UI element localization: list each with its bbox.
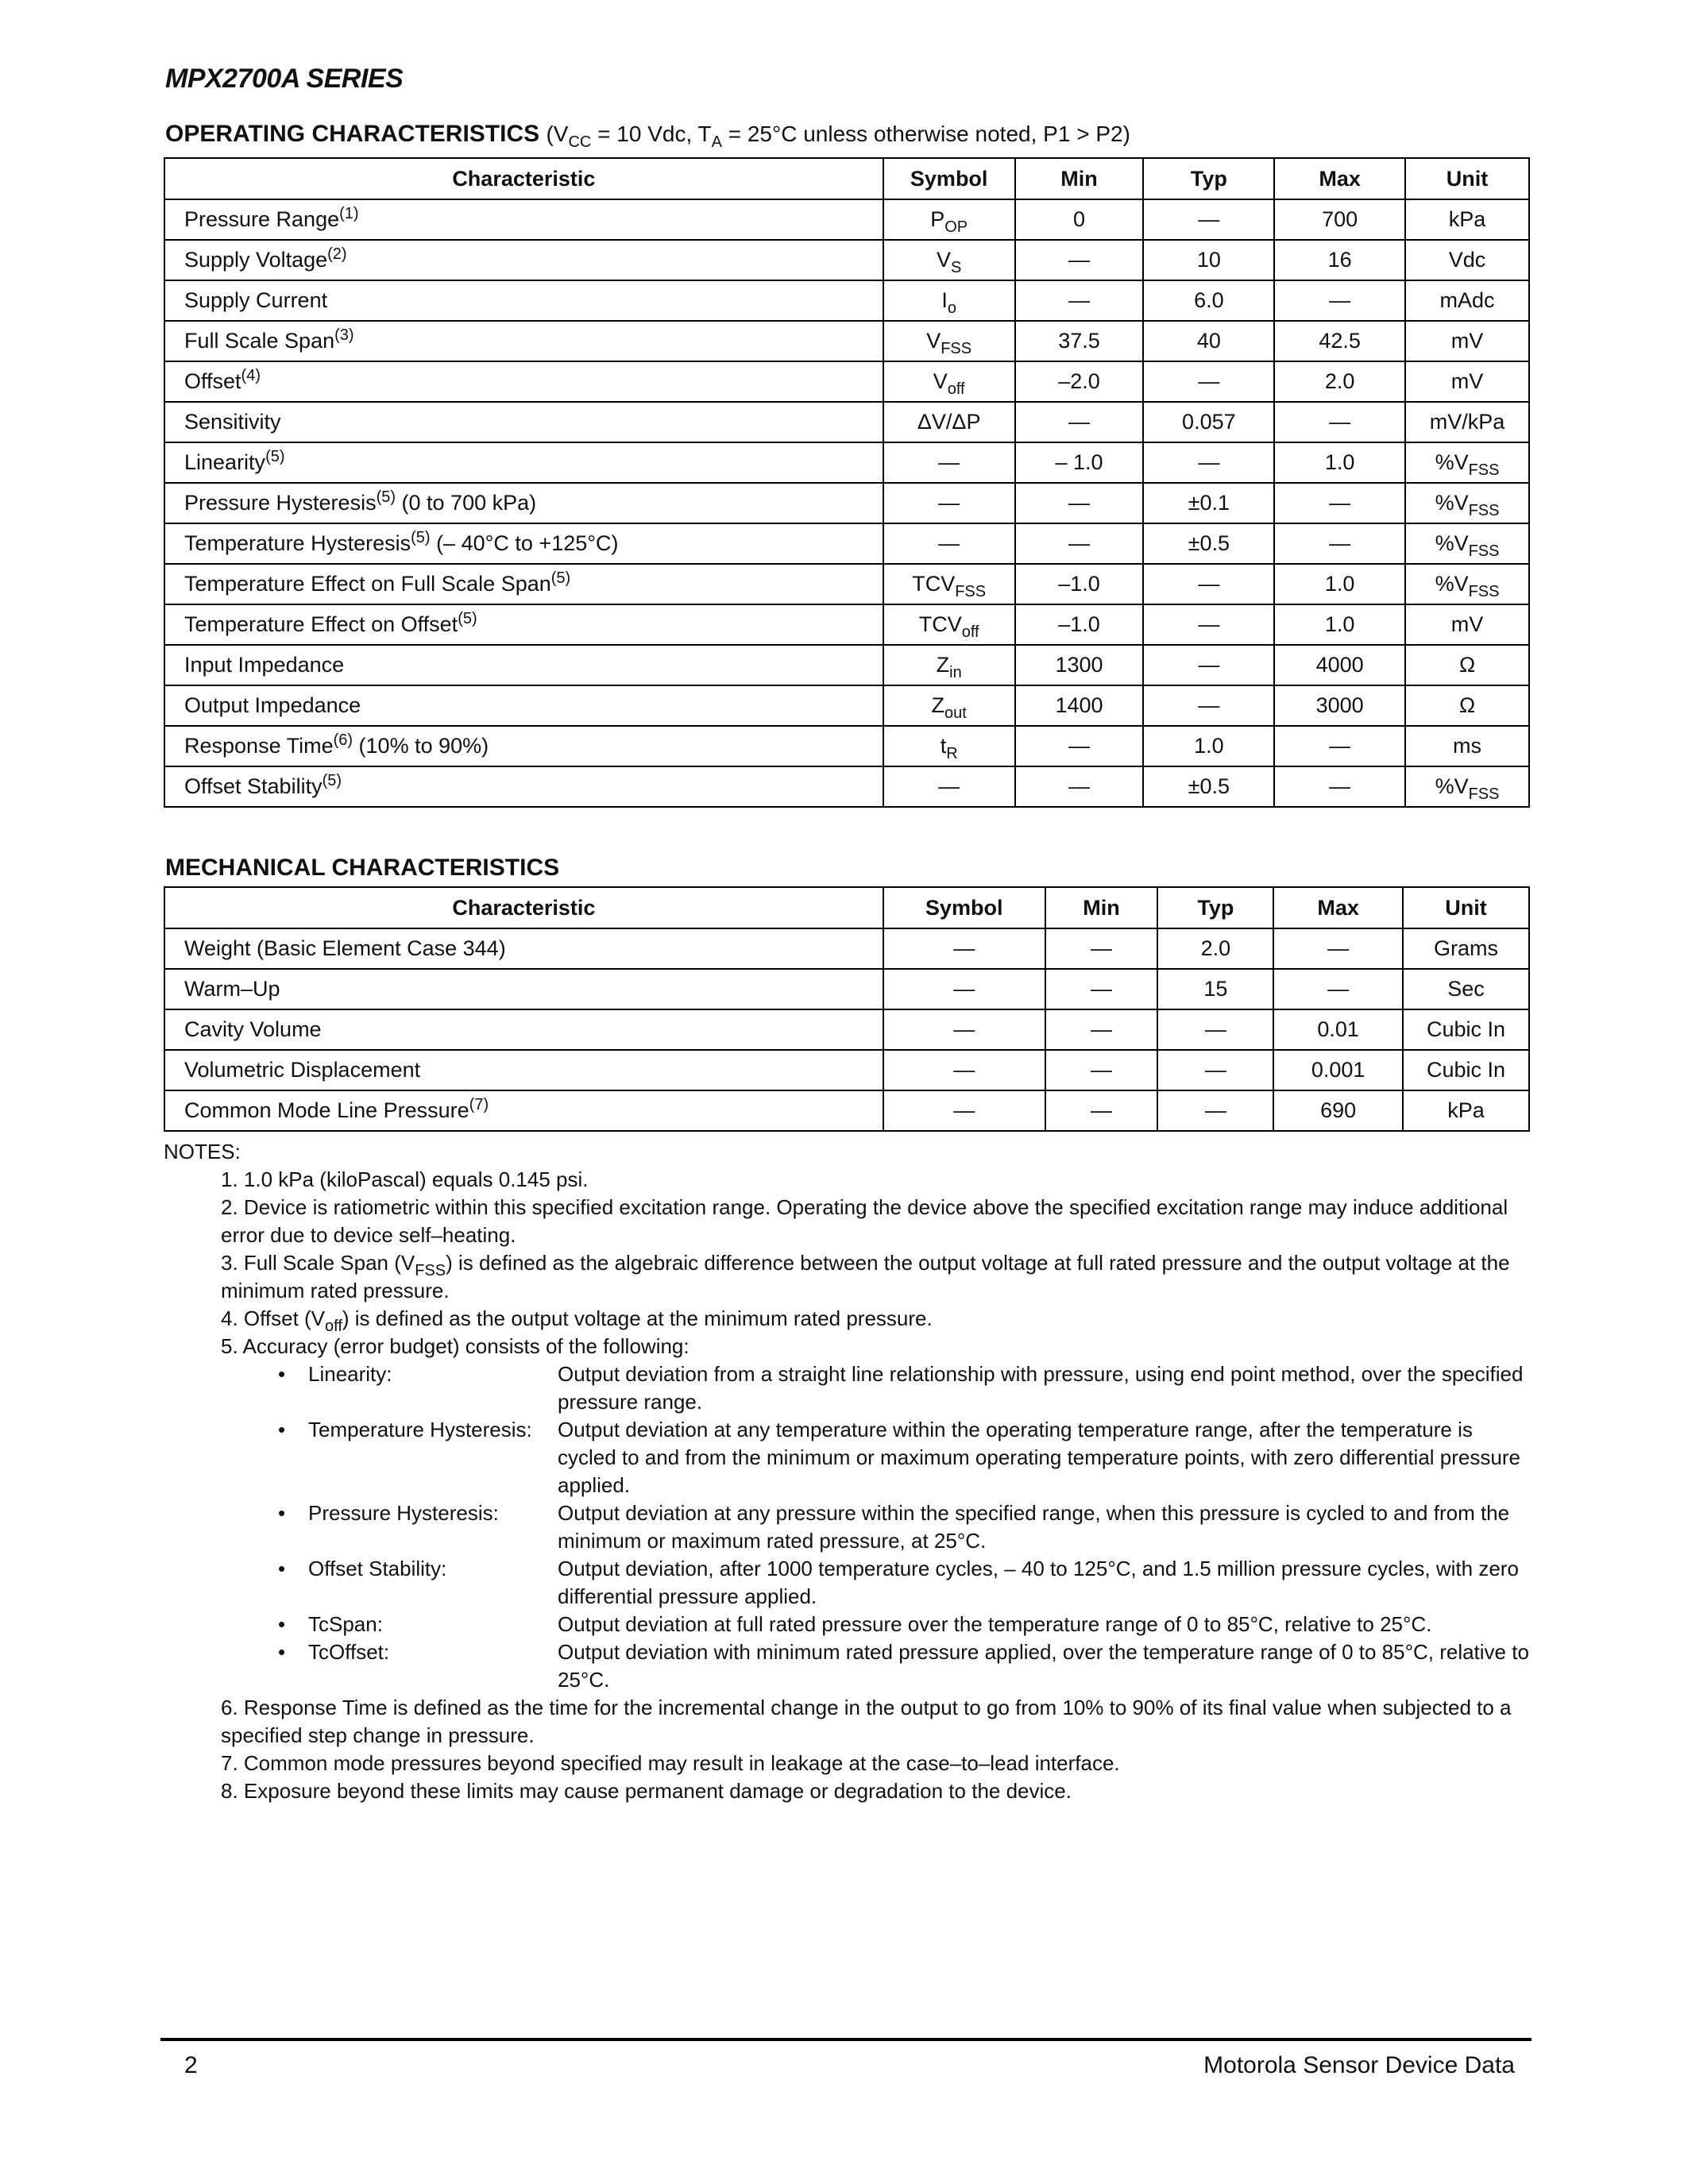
unit-text: ms [1453, 734, 1482, 758]
table-row [164, 523, 1529, 564]
characteristic-cell [164, 685, 883, 726]
unit-text: Ω [1458, 693, 1476, 717]
accuracy-term: Linearity: [308, 1362, 392, 1386]
characteristic-text: Full Scale Span [184, 329, 335, 353]
col-header-characteristic: Characteristic [164, 158, 883, 199]
col-header-min: Min [1015, 158, 1144, 199]
max-cell: — [1274, 280, 1405, 321]
unit-subscript: FSS [1468, 461, 1500, 479]
footnote-ref: (5) [411, 529, 431, 546]
col-header-unit: Unit [1403, 887, 1529, 928]
unit-cell [1405, 685, 1529, 726]
table-header-row [164, 887, 1529, 928]
symbol-text: t [940, 734, 947, 758]
symbol-cell [883, 564, 1015, 604]
characteristic-cell [164, 645, 883, 685]
table-header-row [164, 158, 1529, 199]
characteristic-cell [164, 726, 883, 766]
typ-cell: — [1143, 442, 1274, 483]
symbol-cell [883, 645, 1015, 685]
symbol-cell [883, 483, 1015, 523]
footnote-ref: (4) [241, 367, 261, 384]
symbol-subscript: o [947, 299, 956, 317]
note-5: 5. Accuracy (error budget) consists of the following: • Linearity: Output deviation from a straight line relationship with pressure, using end point method, over the specified pressure range. • Temperature Hysteresis: Output deviation at any temperature within the operating temperature range, after the temperature is cycled to and from the minimum or maximum operating temperature points, with zero differential pressure applied. • Pressure Hysteresis: Output deviation at any pressure within the specified range, when this pressure is cycled to and from the minimum or maximum rated pressure, at 25°C. • Offset Stability: Output deviation, after 1000 temperature cycles, – 40 to 125°C, and 1.5 million pressure cycles, with zero differential pressure applied. • TcSpan: Output deviation at full rated pressure over the temperature range of 0 to 85°C, relative to 25°C. • TcOffset: Output deviation with minimum rated pressure applied, over the temperature range of 0 to 85°C, relative to 25°C. [164, 1333, 1530, 1694]
max-cell: 42.5 [1274, 321, 1405, 361]
min-cell: –1.0 [1015, 564, 1144, 604]
unit-cell [1405, 726, 1529, 766]
min-cell: 1300 [1015, 645, 1144, 685]
characteristic-text: Common Mode Line Pressure [184, 1098, 469, 1122]
typ-cell: 0.057 [1143, 402, 1274, 442]
table-row [164, 928, 1529, 969]
min-cell: — [1015, 240, 1144, 280]
accuracy-term: Temperature Hysteresis: [308, 1418, 532, 1441]
symbol-cell [883, 240, 1015, 280]
footnote-ref: (2) [327, 245, 347, 263]
characteristic-text: Offset Stability [184, 774, 323, 798]
col-header-symbol: Symbol [883, 887, 1045, 928]
unit-cell: kPa [1403, 1090, 1529, 1131]
symbol-cell: — [883, 1050, 1045, 1090]
unit-cell [1405, 240, 1529, 280]
page-number: 2 [184, 2052, 198, 2078]
footnote-ref: (5) [550, 569, 571, 587]
col-header-typ: Typ [1143, 158, 1274, 199]
operating-table-body [164, 199, 1529, 807]
symbol-text: ΔV/ΔP [917, 410, 981, 434]
col-header-unit: Unit [1405, 158, 1529, 199]
table-row [164, 1009, 1529, 1050]
max-cell: 0.001 [1273, 1050, 1403, 1090]
min-cell: — [1015, 402, 1144, 442]
symbol-cell [883, 523, 1015, 564]
symbol-cell: — [883, 928, 1045, 969]
characteristic-condition: (10% to 90%) [353, 734, 489, 758]
max-cell: — [1273, 969, 1403, 1009]
characteristic-cell [164, 928, 883, 969]
symbol-text: V [933, 369, 948, 393]
max-cell: — [1274, 483, 1405, 523]
unit-cell [1405, 402, 1529, 442]
characteristic-cell [164, 1009, 883, 1050]
symbol-subscript: in [949, 664, 962, 681]
symbol-text: Z [936, 653, 950, 677]
characteristic-cell [164, 766, 883, 807]
accuracy-item [221, 1638, 1530, 1694]
characteristic-text: Supply Current [184, 288, 328, 312]
typ-cell: — [1157, 1009, 1273, 1050]
note-6: 6. Response Time is defined as the time for the incremental change in the output to go from 10% to 90% of its final value when subjected to a specified step change in pressure. [221, 1696, 1512, 1747]
characteristic-text: Pressure Hysteresis [184, 491, 377, 515]
accuracy-item [221, 1416, 1530, 1499]
min-cell: – 1.0 [1015, 442, 1144, 483]
max-cell: 4000 [1274, 645, 1405, 685]
symbol-text: TCV [918, 612, 962, 636]
unit-cell [1405, 442, 1529, 483]
unit-cell [1405, 199, 1529, 240]
typ-cell: — [1157, 1050, 1273, 1090]
footnote-ref: (1) [339, 205, 359, 222]
symbol-cell: — [883, 1090, 1045, 1131]
typ-cell: — [1143, 685, 1274, 726]
table-row [164, 402, 1529, 442]
mechanical-table-body [164, 928, 1529, 1131]
symbol-text: — [938, 774, 960, 798]
footnote-ref: (3) [334, 326, 354, 344]
typ-cell: — [1143, 564, 1274, 604]
max-cell: 1.0 [1274, 564, 1405, 604]
table-row [164, 685, 1529, 726]
table-row [164, 240, 1529, 280]
col-header-typ: Typ [1157, 887, 1273, 928]
unit-cell: Sec [1403, 969, 1529, 1009]
accuracy-description: Output deviation with minimum rated pressure applied, over the temperature range of 0 to 85°C, relative to 25°C. [558, 1640, 1529, 1692]
accuracy-item [221, 1360, 1530, 1416]
operating-characteristics-title [165, 121, 1130, 151]
unit-subscript: FSS [1468, 583, 1500, 600]
symbol-cell [883, 685, 1015, 726]
operating-conditions: ($V_{CC} = 10$ Vdc, $T_A = 25^\circ C$ unless otherwise noted, P1 > P2) [546, 122, 1130, 151]
table-row [164, 604, 1529, 645]
max-cell: — [1274, 402, 1405, 442]
characteristic-cell [164, 604, 883, 645]
notes-list [164, 1166, 1530, 1805]
unit-subscript: FSS [1468, 502, 1500, 519]
max-cell: 0.01 [1273, 1009, 1403, 1050]
accuracy-term: Offset Stability: [308, 1557, 447, 1580]
unit-cell: Cubic In [1403, 1009, 1529, 1050]
max-cell: 1.0 [1274, 604, 1405, 645]
symbol-text: — [938, 450, 960, 474]
symbol-cell [883, 321, 1015, 361]
unit-text: %V [1435, 531, 1469, 555]
footnote-ref: (5) [376, 488, 396, 506]
max-cell: — [1274, 726, 1405, 766]
characteristic-text: Response Time [184, 734, 334, 758]
table-row [164, 442, 1529, 483]
symbol-text: — [938, 491, 960, 515]
table-row [164, 361, 1529, 402]
unit-subscript: FSS [1468, 542, 1500, 560]
unit-cell [1405, 523, 1529, 564]
characteristic-cell [164, 361, 883, 402]
unit-text: mV [1450, 329, 1484, 353]
typ-cell: 15 [1157, 969, 1273, 1009]
bullet: • [278, 1557, 286, 1580]
unit-subscript: FSS [1468, 785, 1500, 803]
symbol-cell: — [883, 969, 1045, 1009]
typ-cell: — [1143, 361, 1274, 402]
unit-text: Vdc [1448, 248, 1486, 272]
min-cell: 37.5 [1015, 321, 1144, 361]
characteristic-text: Input Impedance [184, 653, 345, 677]
typ-cell: 10 [1143, 240, 1274, 280]
characteristic-text: Weight (Basic Element Case 344) [184, 936, 506, 960]
characteristic-cell [164, 564, 883, 604]
min-cell: — [1015, 766, 1144, 807]
accuracy-item [221, 1499, 1530, 1555]
note-8: 8. Exposure beyond these limits may cause permanent damage or degradation to the device. [221, 1779, 1072, 1803]
symbol-subscript: off [961, 623, 979, 641]
typ-cell: 40 [1143, 321, 1274, 361]
unit-cell [1405, 564, 1529, 604]
unit-cell [1405, 321, 1529, 361]
symbol-cell [883, 766, 1015, 807]
max-cell: 3000 [1274, 685, 1405, 726]
symbol-text: Z [931, 693, 945, 717]
bullet: • [278, 1640, 286, 1664]
note-3: 3. Full Scale Span $(V_{FSS})$ is defined as the algebraic difference between the output voltage at full rated pressure and the output voltage at the minimum rated pressure. [221, 1251, 1510, 1302]
min-cell: — [1015, 280, 1144, 321]
accuracy-list [221, 1360, 1530, 1694]
unit-cell [1405, 766, 1529, 807]
accuracy-description: Output deviation from a straight line relationship with pressure, using end point method, over the specified pressure range. [558, 1362, 1524, 1414]
characteristic-text: Supply Voltage [184, 248, 328, 272]
max-cell: — [1274, 523, 1405, 564]
notes-heading: NOTES: [164, 1140, 241, 1163]
accuracy-description: Output deviation at any temperature within the operating temperature range, after the temperature is cycled to and from the minimum or maximum operating temperature points, with zero differential pressure applied. [558, 1418, 1520, 1497]
typ-cell: 2.0 [1157, 928, 1273, 969]
max-cell: 690 [1273, 1090, 1403, 1131]
characteristic-cell [164, 1090, 883, 1131]
symbol-cell [883, 361, 1015, 402]
characteristic-cell [164, 402, 883, 442]
footer-rule [160, 2038, 1532, 2041]
table-row [164, 280, 1529, 321]
unit-cell: Grams [1403, 928, 1529, 969]
min-cell: — [1015, 483, 1144, 523]
min-cell: 0 [1015, 199, 1144, 240]
characteristic-text: Sensitivity [184, 410, 281, 434]
symbol-text: V [926, 329, 941, 353]
accuracy-item [221, 1611, 1530, 1638]
table-row [164, 483, 1529, 523]
symbol-text: TCV [912, 572, 956, 596]
unit-text: kPa [1448, 207, 1486, 231]
characteristic-condition: (– 40°C to +125°C) [430, 531, 619, 555]
symbol-cell: — [883, 1009, 1045, 1050]
max-cell: 700 [1274, 199, 1405, 240]
bullet: • [278, 1612, 286, 1636]
notes-section [164, 1138, 1530, 1805]
typ-cell: — [1157, 1090, 1273, 1131]
typ-cell: ±0.1 [1143, 483, 1274, 523]
symbol-subscript: OP [944, 218, 968, 236]
max-cell: 1.0 [1274, 442, 1405, 483]
table-row [164, 1090, 1529, 1131]
min-cell: — [1045, 1090, 1158, 1131]
note-7: 7. Common mode pressures beyond specified may result in leakage at the case–to–lead interface. [221, 1751, 1120, 1775]
typ-cell: — [1143, 604, 1274, 645]
symbol-subscript: R [946, 745, 958, 762]
characteristic-text: Pressure Range [184, 207, 340, 231]
footnote-ref: (5) [265, 448, 285, 465]
symbol-subscript: FSS [941, 340, 972, 357]
symbol-subscript: FSS [955, 583, 987, 600]
col-header-characteristic: Characteristic [164, 887, 883, 928]
bullet: • [278, 1418, 286, 1441]
table-row [164, 199, 1529, 240]
min-cell: — [1045, 1050, 1158, 1090]
characteristic-text: Temperature Hysteresis [184, 531, 411, 555]
characteristic-cell [164, 483, 883, 523]
symbol-subscript: S [951, 259, 962, 276]
unit-text: mV [1450, 369, 1484, 393]
min-cell: — [1015, 523, 1144, 564]
bullet: • [278, 1501, 286, 1525]
min-cell: 1400 [1015, 685, 1144, 726]
note-1: 1. 1.0 kPa (kiloPascal) equals 0.145 psi. [221, 1167, 589, 1191]
min-cell: — [1045, 969, 1158, 1009]
characteristic-condition: (0 to 700 kPa) [396, 491, 537, 515]
symbol-cell [883, 280, 1015, 321]
note-2: 2. Device is ratiometric within this specified excitation range. Operating the device above the specified excitation range may induce additional error due to device self–heating. [221, 1195, 1508, 1247]
accuracy-term: TcSpan: [308, 1612, 383, 1636]
operating-title-text: OPERATING CHARACTERISTICS [165, 121, 540, 147]
unit-cell: Cubic In [1403, 1050, 1529, 1090]
unit-text: Ω [1458, 653, 1476, 677]
col-header-symbol: Symbol [883, 158, 1015, 199]
unit-text: mV [1450, 612, 1484, 636]
characteristic-text: Temperature Effect on Full Scale Span [184, 572, 551, 596]
characteristic-cell [164, 199, 883, 240]
characteristic-text: Offset [184, 369, 241, 393]
mechanical-characteristics-table [164, 886, 1530, 1132]
characteristic-cell [164, 280, 883, 321]
accuracy-description: Output deviation at any pressure within the specified range, when this pressure is cycled to and from the minimum or maximum rated pressure, at 25°C. [558, 1501, 1510, 1553]
unit-cell [1405, 280, 1529, 321]
publication-name: Motorola Sensor Device Data [1203, 2052, 1515, 2078]
max-cell: — [1274, 766, 1405, 807]
mechanical-characteristics-title: MECHANICAL CHARACTERISTICS [165, 855, 560, 881]
typ-cell: — [1143, 199, 1274, 240]
footnote-ref: (5) [322, 772, 342, 789]
symbol-text: P [930, 207, 945, 231]
series-title: MPX2700A SERIES [165, 64, 404, 94]
operating-characteristics-table [164, 157, 1530, 808]
symbol-cell [883, 604, 1015, 645]
table-row [164, 1050, 1529, 1090]
footnote-ref: (6) [333, 731, 353, 749]
symbol-subscript: off [947, 380, 965, 398]
col-header-max: Max [1274, 158, 1405, 199]
symbol-text: V [936, 248, 951, 272]
min-cell: –2.0 [1015, 361, 1144, 402]
typ-cell: — [1143, 645, 1274, 685]
characteristic-text: Output Impedance [184, 693, 361, 717]
characteristic-cell [164, 1050, 883, 1090]
characteristic-cell [164, 321, 883, 361]
symbol-cell [883, 199, 1015, 240]
typ-cell: 1.0 [1143, 726, 1274, 766]
accuracy-description: Output deviation at full rated pressure over the temperature range of 0 to 85°C, relative to 25°C. [558, 1612, 1432, 1636]
accuracy-item [221, 1555, 1530, 1611]
unit-cell [1405, 361, 1529, 402]
max-cell: — [1273, 928, 1403, 969]
footnote-ref: (7) [469, 1096, 489, 1113]
characteristic-text: Volumetric Displacement [184, 1058, 421, 1082]
accuracy-term: TcOffset: [308, 1640, 390, 1664]
table-row [164, 564, 1529, 604]
symbol-cell [883, 402, 1015, 442]
footnote-ref: (5) [458, 610, 477, 627]
characteristic-text: Warm–Up [184, 977, 280, 1001]
symbol-cell [883, 726, 1015, 766]
typ-cell: ±0.5 [1143, 523, 1274, 564]
min-cell: –1.0 [1015, 604, 1144, 645]
bullet: • [278, 1362, 286, 1386]
min-cell: — [1015, 726, 1144, 766]
note-4: 4. Offset $(V_{off})$ is defined as the output voltage at the minimum rated pressure. [221, 1306, 933, 1335]
accuracy-term: Pressure Hysteresis: [308, 1501, 499, 1525]
unit-text: mAdc [1439, 288, 1495, 312]
max-cell: 16 [1274, 240, 1405, 280]
table-row [164, 321, 1529, 361]
unit-text: %V [1435, 450, 1469, 474]
characteristic-cell [164, 969, 883, 1009]
table-row [164, 766, 1529, 807]
characteristic-cell [164, 442, 883, 483]
unit-text: %V [1435, 774, 1469, 798]
characteristic-text: Temperature Effect on Offset [184, 612, 458, 636]
col-header-min: Min [1045, 887, 1158, 928]
table-row [164, 645, 1529, 685]
max-cell: 2.0 [1274, 361, 1405, 402]
unit-cell [1405, 645, 1529, 685]
characteristic-cell [164, 240, 883, 280]
typ-cell: ±0.5 [1143, 766, 1274, 807]
characteristic-cell [164, 523, 883, 564]
min-cell: — [1045, 928, 1158, 969]
table-row [164, 726, 1529, 766]
symbol-cell [883, 442, 1015, 483]
col-header-max: Max [1273, 887, 1403, 928]
min-cell: — [1045, 1009, 1158, 1050]
accuracy-description: Output deviation, after 1000 temperature cycles, – 40 to 125°C, and 1.5 million pressure cycles, with zero differential pressure applied. [558, 1557, 1519, 1608]
unit-cell [1405, 604, 1529, 645]
symbol-text: — [938, 531, 960, 555]
symbol-subscript: out [944, 704, 967, 722]
unit-text: %V [1435, 491, 1469, 515]
unit-cell [1405, 483, 1529, 523]
unit-text: %V [1435, 572, 1469, 596]
table-row [164, 969, 1529, 1009]
unit-text: mV/kPa [1429, 410, 1505, 434]
characteristic-text: Linearity [184, 450, 266, 474]
typ-cell: 6.0 [1143, 280, 1274, 321]
symbol-text: I [941, 288, 948, 312]
characteristic-text: Cavity Volume [184, 1017, 322, 1041]
